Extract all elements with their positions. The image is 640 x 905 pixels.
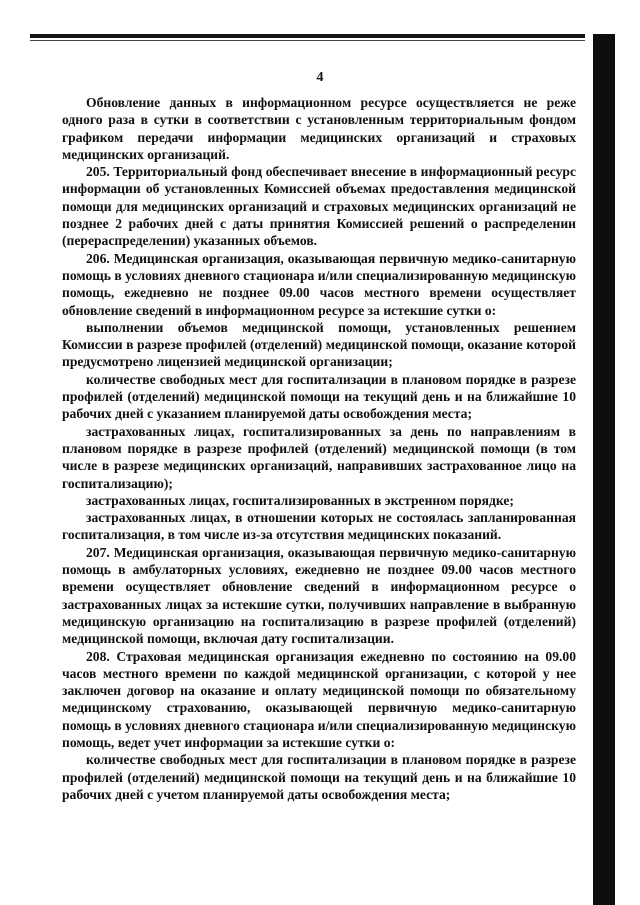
paragraph: количестве свободных мест для госпитализации в плановом порядке в разрезе профилей (отделений) медицинской помощи на текущий день и на ближайшие 10 рабочих дней с указанием планируемой даты освобождения места;	[62, 371, 576, 422]
paragraph: застрахованных лицах, госпитализированных за день по направлениям в плановом порядке в разрезе профилей (отделений) медицинской помощи (в том числе в разрезе медицинских организаций, направивших застрахованное лицо на госпитализацию);	[62, 423, 576, 491]
paragraph: застрахованных лицах, в отношении которых не состоялась запланированная госпитализация, в том числе из-за отсутствия медицинских показаний.	[62, 510, 576, 543]
paragraph: 205. Территориальный фонд обеспечивает внесение в информационный ресурс информации об установленных Комиссией объемах предоставления медицинской помощи для медицинских организаций и страховых медицинских организаций не позднее 2 рабочих дней с даты принятия Комиссией решений о распределении (перераспределении) указанных объемов.	[62, 164, 576, 249]
paragraph: количестве свободных мест для госпитализации в плановом порядке в разрезе профилей (отделений) медицинской помощи на текущий день и на ближайшие 10 рабочих дней с учетом планируемой даты освобождения места;	[62, 752, 576, 802]
page-number: 4	[316, 70, 324, 85]
paragraph: 207. Медицинская организация, оказывающая первичную медико-санитарную помощь в амбулаторных условиях, ежедневно не позднее 09.00 часов местного времени осуществляет обновление сведений в информационном ресурсе о застрахованных лицах за истекшие сутки, получивших направление в выбранную медицинскую организацию на госпитализацию в разрезе профилей (отделений) медицинской помощи, включая дату госпитализации.	[62, 544, 576, 647]
paragraph: 208. Страховая медицинская организация ежедневно по состоянию на 09.00 часов местного времени по каждой медицинской организации, с которой у нее заключен договор на оказание и оплату медицинской помощи по обязательному медицинскому страхованию, оказывающей первичную медико-санитарную помощь в условиях дневного стационара и/или специализированную медицинскую помощь, ведет учет информации за истекшие сутки о:	[62, 648, 576, 750]
paragraph: Обновление данных в информационном ресурсе осуществляется не реже одного раза в сутки в соответствии с установленным территориальным фондом графиком передачи информации медицинских организаций и страховых медицинских организаций.	[62, 95, 576, 162]
document-body	[62, 94, 576, 803]
header-rule	[30, 34, 585, 38]
header-rule-thin	[30, 40, 585, 41]
paragraph: выполнении объемов медицинской помощи, установленных решением Комиссии в разрезе профилей (отделений) медицинской помощи, оказание которой предусмотрено лицензией медицинской организации;	[62, 319, 576, 370]
paragraph: 206. Медицинская организация, оказывающая первичную медико-санитарную помощь в условиях дневного стационара и/или специализированную медицинскую помощь, ежедневно не позднее 09.00 часов местного времени осуществляет обновление сведений в информационном ресурсе за истекшие сутки о:	[62, 250, 576, 318]
paragraph: застрахованных лицах, госпитализированных в экстренном порядке;	[86, 492, 514, 508]
scan-edge-bar	[593, 34, 615, 905]
